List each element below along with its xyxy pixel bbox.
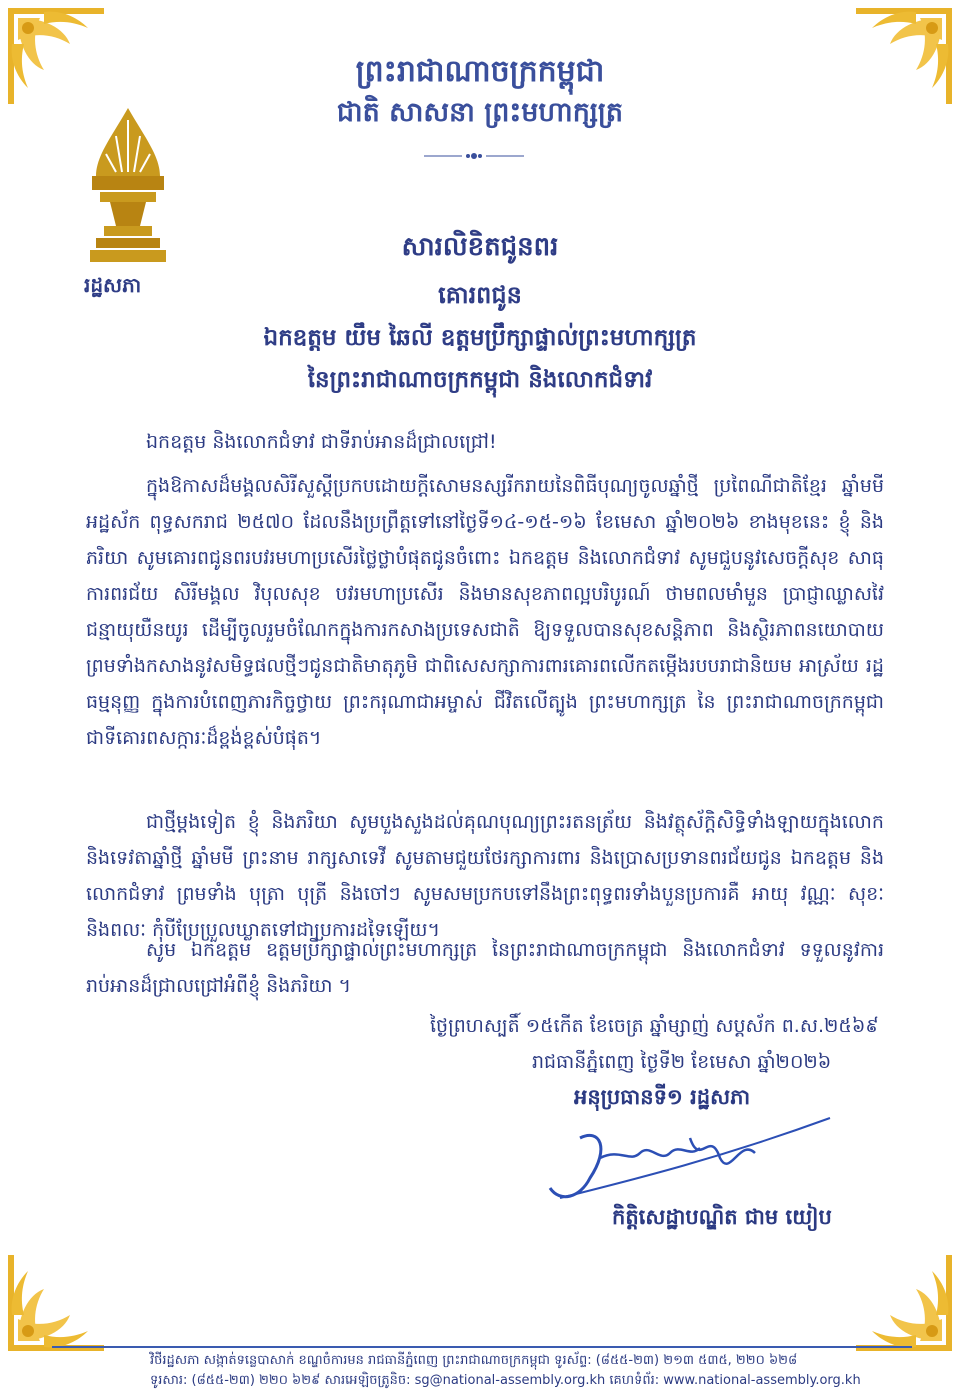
corner-ornament-icon [846,1245,956,1355]
respect-line: គោរពជូន [438,281,522,309]
lunar-date: ថ្ងៃព្រហស្បតិ៍ ១៥កើត ខែចេត្រ ឆ្នាំម្សាញ់ សប្តស័ក ព.ស.២៥៦៩ [430,1015,879,1037]
footer-divider [52,1346,912,1348]
kingdom-heading: ព្រះរាជាណាចក្រកម្ពុជា [355,54,605,89]
national-motto: ជាតិ សាសនា ព្រះមហាក្សត្រ [336,97,624,128]
corner-ornament-icon [4,1245,114,1355]
paragraph-1: ក្នុងឱកាសដ៏មង្គលសិរីសួស្តីប្រកបដោយក្តីសោមនស្សរីករាយនៃពិធីបុណ្យចូលឆ្នាំថ្មី ប្រពៃណីជាតិខ្មែរ ឆ្នាំមមី អដ្ឋស័ក ពុទ្ធសករាជ ២៥៧០ ដែលនឹងប្រព្រឹត្តទៅនៅថ្ងៃទី១៤-១៥-១៦ ខែមេសា ឆ្នាំ២០២៦ ខាងមុខនេះ ខ្ញុំ និងភរិយា សូមគោរពជូនពរបវរមហាប្រសើរថ្លៃថ្លាបំផុតជូនចំពោះ ឯកឧត្តម និងលោកជំទាវ សូមជួបនូវសេចក្តីសុខ សាធុការពរជ័យ សិរីមង្គល វិបុលសុខ បវរមហាប្រសើរ និងមានសុខភាពល្អបរិបូរណ៍ ថាមពលមាំមួន ប្រាជ្ញាឈ្លាសវៃ ជន្មាយុយឺនយូរ ដើម្បីចូលរួមចំណែកក្នុងការកសាងប្រទេសជាតិ ឱ្យទទួលបានសុខសន្តិភាព និងស្ថិរភាពនយោបាយ ព្រមទាំងកសាងនូវសមិទ្ធផលថ្មីៗជូនជាតិមាតុភូមិ ជាពិសេសក្សាការពារគោរពលើកតម្កើងរបបរាជានិយម អាស្រ័យ រដ្ឋធម្មនុញ្ញ ក្នុងការបំពេញភារកិច្ចថ្វាយ ព្រះករុណាជាអម្ចាស់ ជីវិតលើត្បូង ព្រះមហាក្សត្រ នៃ ព្រះរាជាណាចក្រកម្ពុជា ជាទីគោរពសក្ការៈដ៏ខ្ពង់ខ្ពស់បំផុត។ [86,475,884,749]
salutation: ឯកឧត្តម និងលោកជំទាវ ជាទីរាប់អានដ៏ជ្រាលជ្រៅ! [146,431,497,453]
paragraph-2: ជាថ្មីម្តងទៀត ខ្ញុំ និងភរិយា សូមបួងសួងដល់គុណបុណ្យព្រះរតនត្រ័យ និងវត្ថុស័ក្តិសិទ្ធិទាំងឡាយក្នុងលោក និងទេវតាឆ្នាំថ្មី ឆ្នាំមមី ព្រះនាម រាក្សសាទេវី សូមតាមជួយថែរក្សាការពារ និងប្រោសប្រទានពរជ័យជូន ឯកឧត្តម និងលោកជំទាវ ព្រមទាំង បុត្រា បុត្រី និងចៅៗ សូមសមប្រកបទៅនឹងព្រះពុទ្ធពរទាំងបួនប្រការគឺ អាយុ វណ្ណៈ សុខៈ និងពលៈ កុំបីប្រែប្រួលឃ្លាតទៅជាប្រការដទៃឡើយ។ [86,811,884,941]
signer-title: អនុប្រធានទី១ រដ្ឋសភា [574,1085,751,1109]
assembly-label: រដ្ឋសភា [84,273,142,297]
footer-contacts: ទូរសារ: (៨៥៥-២៣) ២២០ ៦២៩ សារអេឡិចត្រូនិច: sg@national-assembly.org.kh គេហទំព័រ: www.national-assembly.org.kh [150,1373,861,1388]
solar-date: រាជធានីភ្នំពេញ ថ្ងៃទី២ ខែមេសា ឆ្នាំ២០២៦ [532,1051,832,1073]
letter-title: សារលិខិតជូនពរ [401,232,559,262]
signer-name: កិត្តិសេដ្ឋាបណ្ឌិត ជាម យៀប [612,1205,832,1229]
footer-address: វិថីរដ្ឋសភា សង្កាត់ទន្លេបាសាក់ ខណ្ឌចំការមន រាជធានីភ្នំពេញ ព្រះរាជាណាចក្រកម្ពុជា ទូរស័ព្ទ: (៨៥៥-២៣) ២១៣ ៥៣៥, ២២០ ៦២៨ [150,1353,798,1368]
handwritten-signature-icon [540,1108,840,1218]
recipient-line-2: នៃព្រះរាជាណាចក្រកម្ពុជា និងលោកជំទាវ [307,367,653,393]
ornamental-divider-icon [424,150,524,162]
recipient-line-1: ឯកឧត្តម យឹម ឆៃលី ឧត្តមប្រឹក្សាផ្ទាល់ព្រះមហាក្សត្រ [263,325,697,351]
paragraph-3: សូម ឯកឧត្តម ឧត្តមប្រឹក្សាផ្ទាល់ព្រះមហាក្សត្រ នៃព្រះរាជាណាចក្រកម្ពុជា និងលោកជំទាវ ទទួលនូវការ រាប់អានដ៏ជ្រាលជ្រៅអំពីខ្ញុំ និងភរិយា ។ [86,939,884,997]
